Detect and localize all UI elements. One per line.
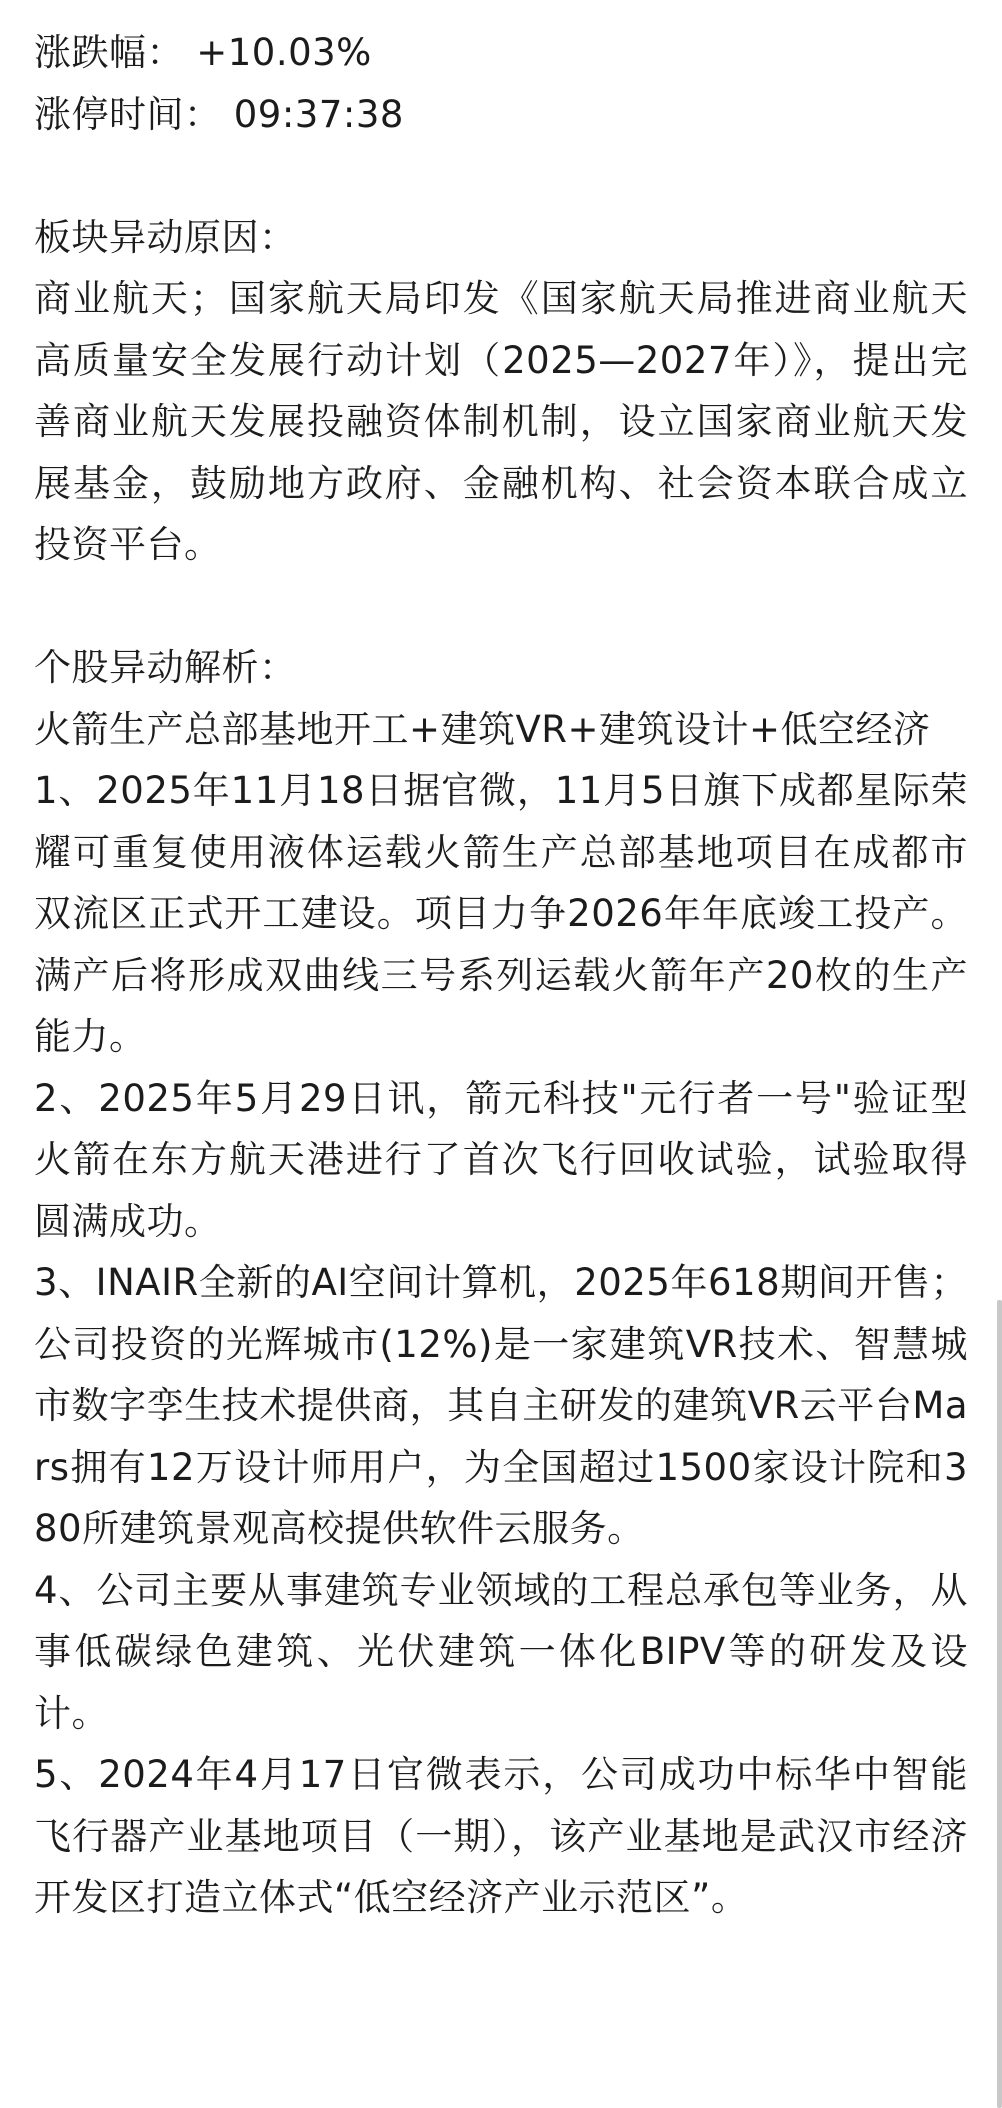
stock-point-1: 1、2025年11月18日据官微，11月5日旗下成都星际荣耀可重复使用液体运载火箭生产总部基地项目在成都市双流区正式开工建设。项目力争2026年年底竣工投产。满产后将形成双曲线三号系列运载火箭年产20枚的生产能力。 [34, 769, 968, 1058]
stock-point-4: 4、公司主要从事建筑专业领域的工程总承包等业务，从事低碳绿色建筑、光伏建筑一体化BIPV等的研发及设计。 [34, 1568, 968, 1735]
stock-summary-text: 火箭生产总部基地开工+建筑VR+建筑设计+低空经济 [34, 707, 931, 751]
scrollbar[interactable] [997, 1300, 1002, 2108]
paragraph-gap [34, 576, 968, 638]
stock-point-3: 3、INAIR全新的AI空间计算机，2025年618期间开售；公司投资的光辉城市(12%)是一家建筑VR技术、智慧城市数字孪生技术提供商，其自主研发的建筑VR云平台Mars拥有12万设计师用户，为全国超过1500家设计院和380所建筑景观高校提供软件云服务。 [34, 1261, 968, 1550]
stock-point-5: 5、2024年4月17日官微表示，公司成功中标华中智能飞行器产业基地项目（一期），该产业基地是武汉市经济开发区打造立体式“低空经济产业示范区”。 [34, 1753, 968, 1919]
paragraph-gap [34, 145, 968, 207]
price-change-text: 涨跌幅： +10.03% [34, 31, 372, 74]
stock-analysis-heading: 个股异动解析： [34, 646, 297, 689]
stock-point-2: 2、2025年5月29日讯，箭元科技"元行者一号"验证型火箭在东方航天港进行了首次飞行回收试验，试验取得圆满成功。 [34, 1076, 968, 1243]
sector-reason-text: 商业航天；国家航天局印发《国家航天局推进商业航天高质量安全发展行动计划（2025—2027年）》，提出完善商业航天发展投融资体制机制，设立国家商业航天发展基金，鼓励地方政府、金融机构、社会资本联合成立投资平台。 [34, 277, 968, 566]
limit-up-time-text: 涨停时间： 09:37:38 [34, 92, 404, 136]
sector-reason-heading: 板块异动原因： [34, 215, 297, 259]
article-body [34, 22, 968, 1929]
